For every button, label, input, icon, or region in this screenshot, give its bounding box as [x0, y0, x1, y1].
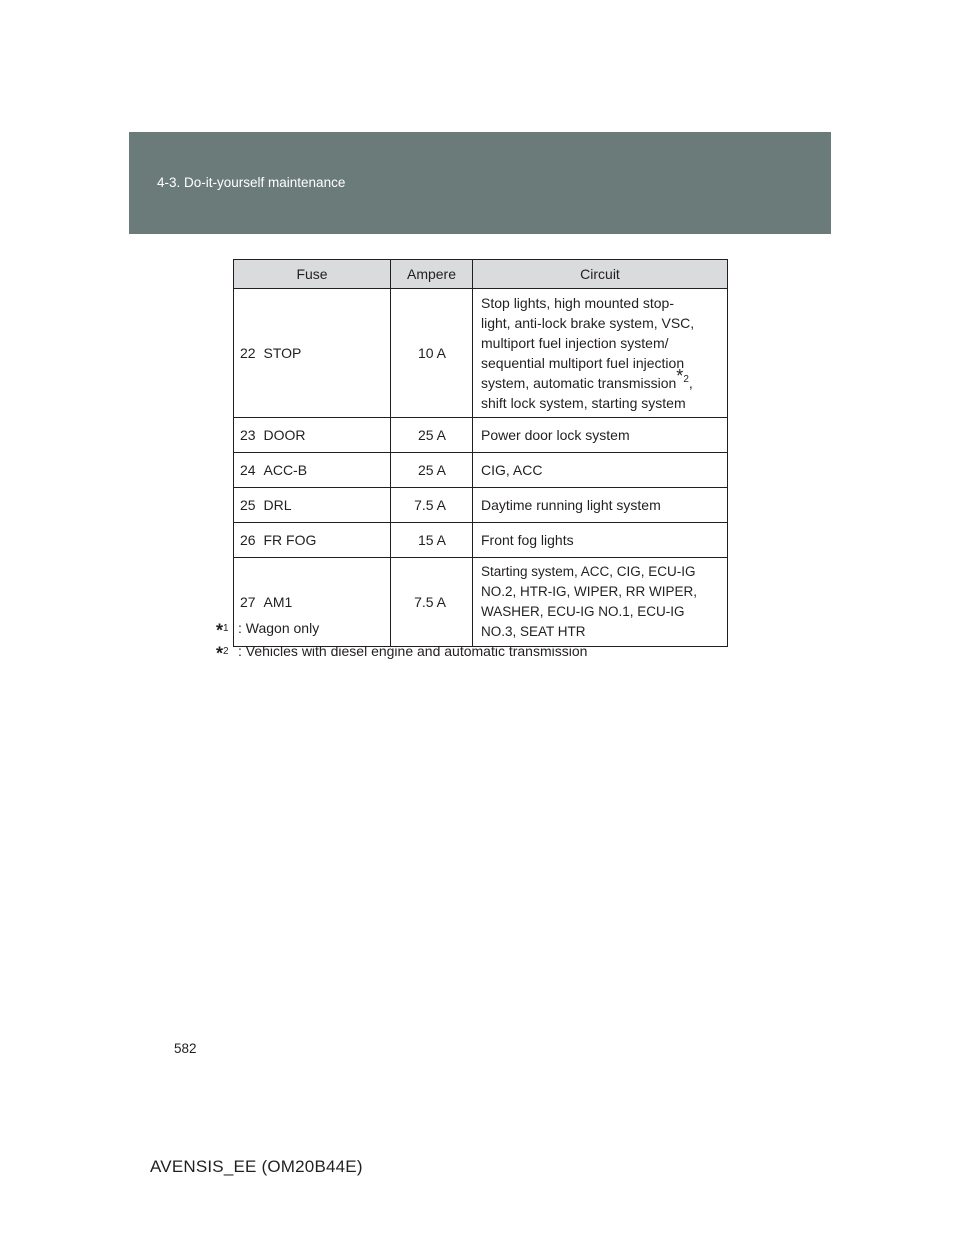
fuse-ampere: 25 A [391, 453, 473, 488]
fuse-ampere: 15 A [391, 523, 473, 558]
footnote [216, 642, 587, 665]
fuse-table [233, 259, 728, 647]
circuit-line: system, automatic transmission [481, 375, 677, 391]
table-header-row [234, 260, 728, 289]
circuit-line: NO.2, HTR-IG, WIPER, RR WIPER, [481, 584, 698, 599]
footnote [216, 619, 587, 642]
column-header-circuit: Circuit [473, 260, 728, 289]
fuse-ampere: 25 A [391, 418, 473, 453]
document-code: AVENSIS_EE (OM20B44E) [150, 1157, 363, 1176]
fuse-name: FR FOG [264, 523, 391, 558]
table-row [234, 523, 728, 558]
circuit-line: shift lock system, starting system [481, 395, 686, 411]
circuit-line: light, anti-lock brake system, VSC, [481, 315, 695, 331]
circuit-line: multiport fuel injection system/ [481, 335, 669, 351]
circuit-line: Starting system, ACC, CIG, ECU-IG [481, 564, 696, 579]
page-number: 582 [174, 1041, 197, 1056]
fuse-circuit: Power door lock system [473, 418, 728, 453]
circuit-line: sequential multiport fuel injection [481, 355, 685, 371]
fuse-number: 26 [234, 523, 264, 558]
footnote-mark: *2 [676, 366, 689, 387]
footnote-text: : Vehicles with diesel engine and automatic transmission [238, 642, 588, 659]
fuse-name: DRL [264, 488, 391, 523]
footnote-mark: *$^2$ [216, 643, 229, 664]
table-row [234, 453, 728, 488]
fuse-name: DOOR [264, 418, 391, 453]
fuse-circuit [473, 289, 728, 418]
fuse-circuit: Daytime running light system [473, 488, 728, 523]
fuse-number: 25 [234, 488, 264, 523]
circuit-line: NO.3, SEAT HTR [481, 624, 586, 639]
fuse-circuit: CIG, ACC [473, 453, 728, 488]
fuse-ampere: 7.5 A [391, 558, 473, 647]
fuse-number: 27 [234, 558, 264, 647]
section-header-band [129, 132, 831, 234]
fuse-name: STOP [264, 289, 391, 418]
column-header-ampere: Ampere [391, 260, 473, 289]
section-title: 4-3. Do-it-yourself maintenance [157, 175, 346, 190]
circuit-line: Stop lights, high mounted stop- [481, 295, 675, 311]
table-row [234, 418, 728, 453]
column-header-fuse: Fuse [234, 260, 391, 289]
fuse-number: 22 [234, 289, 264, 418]
fuse-name: ACC-B [264, 453, 391, 488]
circuit-line: WASHER, ECU-IG NO.1, ECU-IG [481, 604, 685, 619]
circuit-line-tail: , [688, 375, 693, 391]
fuse-number: 24 [234, 453, 264, 488]
footnote-mark: *$^1$ [216, 620, 229, 641]
fuse-circuit: Front fog lights [473, 523, 728, 558]
fuse-number: 23 [234, 418, 264, 453]
table-row [234, 488, 728, 523]
fuse-ampere: 10 A [391, 289, 473, 418]
fuse-name: AM1 [264, 558, 391, 647]
table-row [234, 289, 728, 418]
fuse-ampere: 7.5 A [391, 488, 473, 523]
footnote-text: : Wagon only [238, 620, 320, 636]
footnotes [216, 619, 587, 664]
